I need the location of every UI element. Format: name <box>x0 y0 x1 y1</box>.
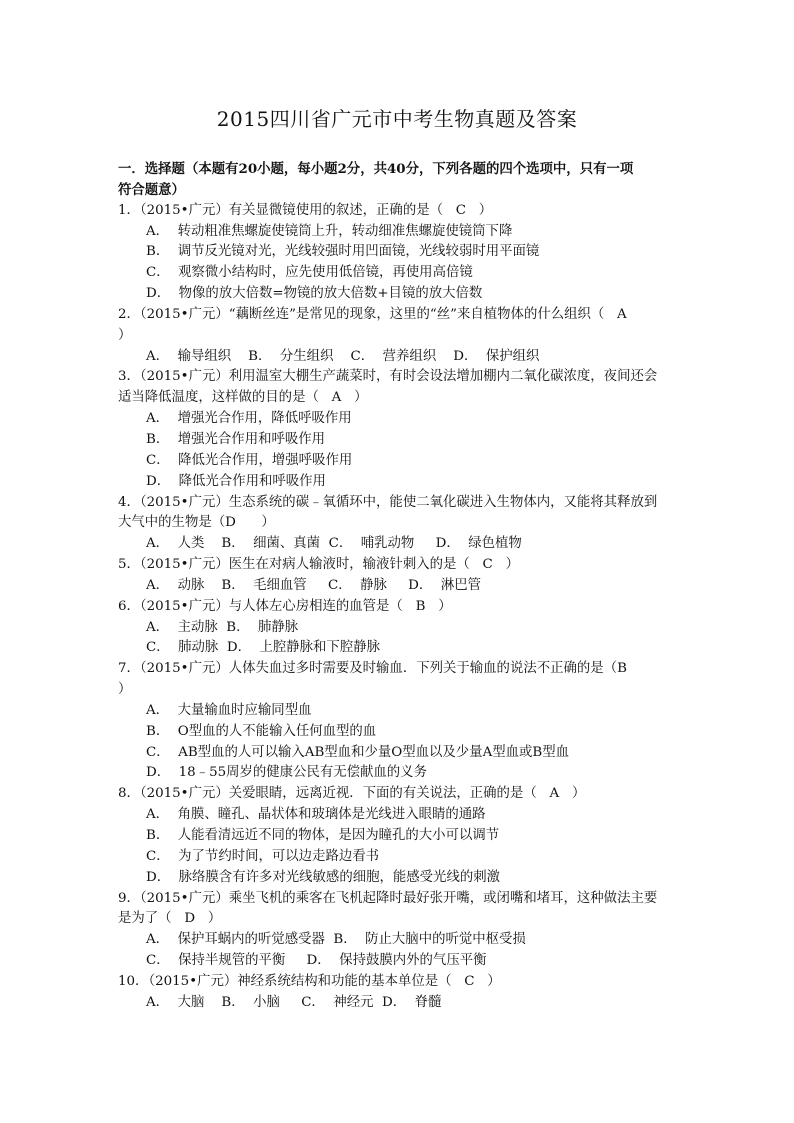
question-stem: 7．（2015•广元）人体失血过多时需要及时输血．下列关于输血的说法不正确的是（B <box>118 661 627 677</box>
option: D． 脉络膜含有许多对光线敏感的细胞，能感受光线的刺激 <box>146 869 501 885</box>
question-stem-continued: ） <box>118 327 132 343</box>
option: C． 观察微小结构时，应先使用低倍镜，再使用高倍镜 <box>146 265 473 281</box>
section-heading-line-1: 一．选择题（本题有20小题，每小题2分，共40分，下列各题的四个选项中，只有一项 <box>118 161 634 177</box>
option: C． AB型血的人可以输入AB型血和少量O型血以及少量A型血或B型血 <box>146 744 570 760</box>
question-stem: 10．（2015•广元）神经系统结构和功能的基本单位是（ C ） <box>118 973 501 989</box>
question-stem: 4．（2015•广元）生态系统的碳﹣氧循环中，能使二氧化碳进入生物体内，又能将其释放到 <box>118 494 658 510</box>
option: B． O型血的人不能输入任何血型的血 <box>146 723 377 739</box>
option: A． 动脉 B． 毛细血管 C． 静脉 D． 淋巴管 <box>146 577 481 593</box>
option: B． 调节反光镜对光，光线较强时用凹面镜，光线较弱时用平面镜 <box>146 244 540 260</box>
question-stem-continued: 是为了（ D ） <box>118 911 222 927</box>
option: A． 输导组织 B． 分生组织 C． 营养组织 D． 保护组织 <box>146 348 540 364</box>
option: D． 物像的放大倍数=物镜的放大倍数+目镜的放大倍数 <box>146 286 483 302</box>
option: C． 肺动脉 D． 上腔静脉和下腔静脉 <box>146 640 380 656</box>
option: D． 降低光合作用和呼吸作用 <box>146 473 326 489</box>
question-stem-continued: 大气中的生物是（D ） <box>118 515 275 531</box>
option: C． 为了节约时间，可以边走路边看书 <box>146 848 380 864</box>
page-title: 2015四川省广元市中考生物真题及答案 <box>216 107 578 131</box>
question-stem: 1．（2015•广元）有关显微镜使用的叙述，正确的是（ C ） <box>118 202 493 218</box>
option: A． 大脑 B． 小脑 C． 神经元 D． 脊髓 <box>146 994 442 1010</box>
section-heading-line-2: 符合题意） <box>118 181 185 198</box>
option: B． 人能看清远近不同的物体，是因为瞳孔的大小可以调节 <box>146 828 500 843</box>
question-stem-continued: 适当降低温度，这样做的目的是（ A ） <box>118 390 368 406</box>
option: C． 降低光合作用，增强呼吸作用 <box>146 452 353 468</box>
option: A． 大量输血时应输同型血 <box>146 702 312 718</box>
option: D． 18﹣55周岁的健康公民有无偿献血的义务 <box>146 765 427 781</box>
option: B． 增强光合作用和呼吸作用 <box>146 431 326 447</box>
question-stem: 9．（2015•广元）乘坐飞机的乘客在飞机起降时最好张开嘴，或闭嘴和堵耳，这种做法主要 <box>118 890 658 906</box>
option: A． 主动脉 B． 肺静脉 <box>146 619 299 635</box>
question-stem: 5．（2015•广元）医生在对病人输液时，输液针刺入的是（ C ） <box>118 557 519 573</box>
question-section <box>118 159 678 1014</box>
option: A． 角膜、瞳孔、晶状体和玻璃体是光线进入眼睛的通路 <box>146 807 486 823</box>
option: A． 人类 B． 细菌、真菌 C． 哺乳动物 D． 绿色植物 <box>146 536 522 552</box>
question-stem: 8．（2015•广元）关爱眼睛，远离近视．下面的有关说法，正确的是（ A ） <box>118 786 586 802</box>
question-stem: 3．（2015•广元）利用温室大棚生产蔬菜时，有时会设法增加棚内二氧化碳浓度，夜间还会 <box>118 369 658 385</box>
question-stem: 2．（2015•广元）“藕断丝连”是常见的现象，这里的“丝”来自植物体的什么组织（ A <box>118 306 627 322</box>
option: C． 保持半规管的平衡 D． 保持鼓膜内外的气压平衡 <box>146 953 487 969</box>
option: A． 转动粗准焦螺旋使镜筒上升，转动细准焦螺旋使镜筒下降 <box>146 223 513 239</box>
question-stem: 6．（2015•广元）与人体左心房相连的血管是（ B ） <box>118 598 452 614</box>
option: A． 保护耳蜗内的听觉感受器 B． 防止大脑中的听觉中枢受损 <box>146 932 526 948</box>
question-stem-continued: ） <box>118 682 132 698</box>
option: A． 增强光合作用，降低呼吸作用 <box>146 411 352 427</box>
